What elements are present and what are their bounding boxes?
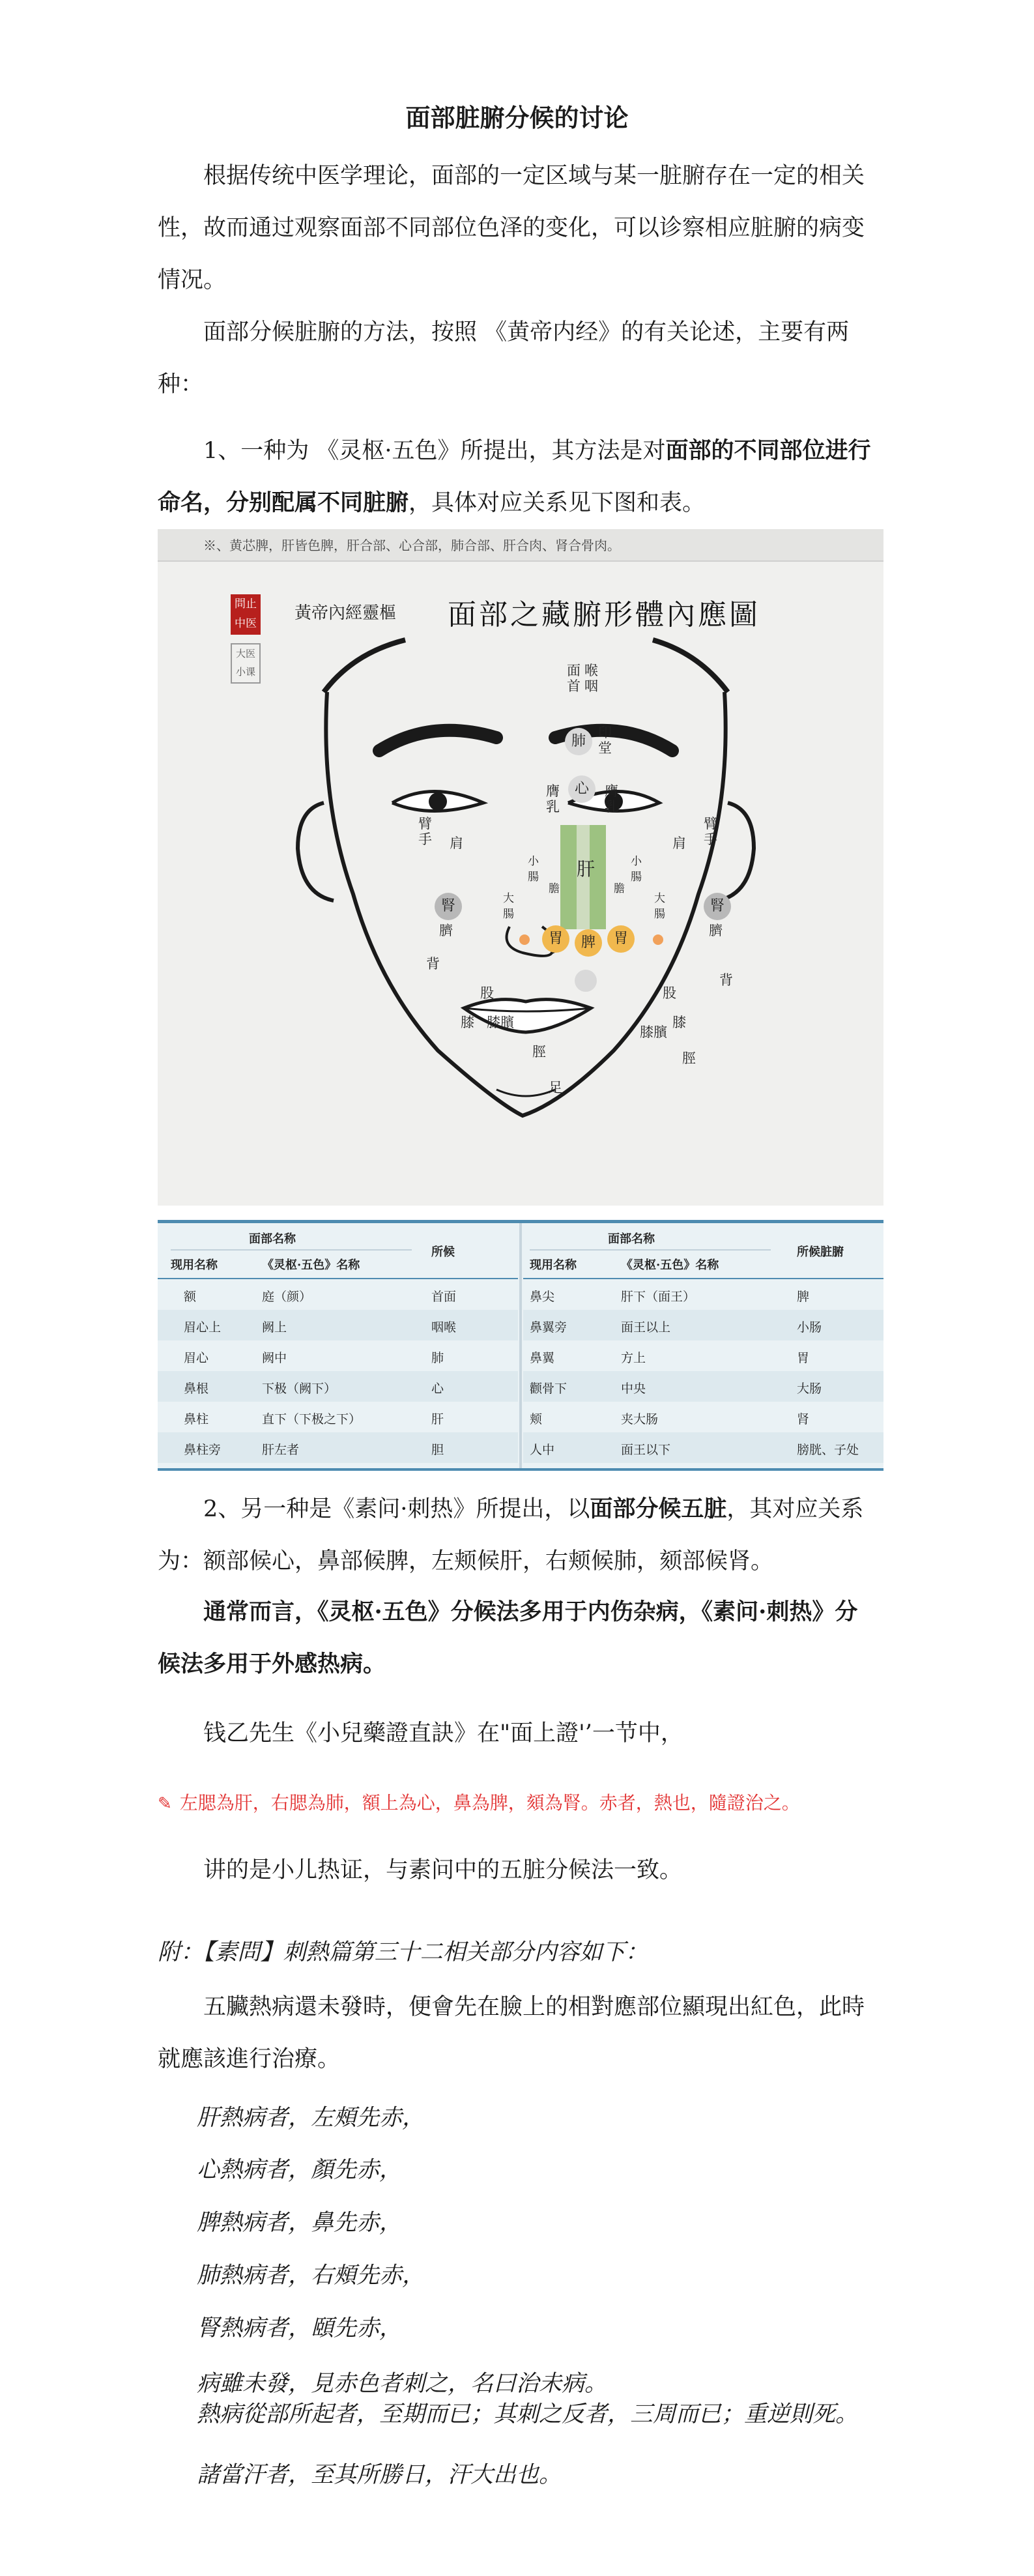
label-dachang-right: 大腸 (654, 892, 665, 921)
table-cell: 肝下（面王） (621, 1290, 696, 1304)
table-cell: 膀胱、子处 (797, 1443, 859, 1457)
comment-paragraph: 讲的是小儿热证，与素问中的五脏分候法一致。 (203, 1857, 683, 1883)
label-jing-right: 脛 (682, 1050, 696, 1066)
table-cell: 阙中 (262, 1351, 287, 1365)
table-cell: 肾 (797, 1412, 810, 1426)
label-zu: 足 (549, 1080, 562, 1095)
table-left-col1-header: 现用名称 (171, 1258, 218, 1272)
table-cell: 人中 (530, 1443, 555, 1457)
label-dan-left: 膽 (549, 882, 560, 895)
method2-lead: 2、另一种是《素问·刺热》所提出，以 (203, 1496, 590, 1522)
table-cell: 鼻根 (184, 1382, 209, 1396)
organ-shen-right: 腎 (704, 893, 731, 920)
label-ying-left: 膺乳 (546, 783, 560, 815)
table-cell: 肺 (431, 1351, 444, 1365)
appendix-heading: 附：【素問】刺熱篇第三十二相关部分内容如下： (158, 1939, 648, 1965)
face-outline-drawing (158, 529, 883, 1206)
method2-paragraph (158, 1483, 876, 1587)
seal-logo: 問止中医 (231, 594, 261, 635)
label-xiaochang-left: 小腸 (528, 855, 539, 884)
intro-paragraph-1: 根据传统中医学理论，面部的一定区域与某一脏腑存在一定的相关性，故而通过观察面部不同部位色泽的变化，可以诊察相应脏腑的病变情况。 (158, 163, 865, 293)
table-cell: 颧骨下 (530, 1382, 567, 1396)
face-organ-table (158, 1220, 883, 1471)
table-cell: 脾 (797, 1290, 810, 1304)
table-cell: 胃 (797, 1351, 810, 1365)
appendix-line-6: 病雖未發，見赤色者刺之，名曰治未病。 (197, 2371, 608, 2397)
label-dan-right: 膽 (614, 882, 625, 895)
marker-dot-left (519, 934, 530, 945)
table-cell: 眉心上 (184, 1320, 222, 1335)
appendix-intro: 五臟熱病還未發時，便會先在臉上的相對應部位顯現出紅色，此時就應該進行治療。 (158, 1994, 865, 2072)
table-cell: 面王以上 (621, 1320, 671, 1335)
diagram-title: 面部之藏腑形體內應圖 (448, 598, 760, 631)
label-bei-left: 背 (426, 956, 440, 972)
method1-tail: ，具体对应关系见下图和表。 (409, 490, 706, 516)
organ-xin: 心 (568, 775, 596, 803)
table-cell: 面王以下 (621, 1443, 671, 1457)
label-bi-right: 臂手 (704, 816, 717, 847)
quote-line (158, 1789, 800, 1815)
organ-fei: 肺 (565, 728, 592, 755)
appendix-line-5: 腎熱病者，頤先赤， (197, 2315, 403, 2341)
quote-text: 左腮為肝，右腮為肺，額上為心，鼻為脾，頦為腎。赤者，熱也，隨證治之。 (179, 1792, 800, 1814)
table-cell: 鼻翼旁 (530, 1320, 567, 1335)
label-qi-left: 臍 (439, 923, 453, 938)
label-houyan: 喉咽 (584, 663, 598, 694)
label-xiaochang-right: 小腸 (631, 855, 642, 884)
label-jian-right: 肩 (672, 835, 686, 851)
table-cell: 首面 (431, 1290, 457, 1304)
table-cell: 心 (431, 1382, 444, 1396)
table-cell: 眉心 (184, 1351, 209, 1365)
table-right-col2-header: 《灵枢·五色》名称 (621, 1258, 719, 1272)
table-cell: 咽喉 (431, 1320, 457, 1335)
label-dachang-left: 大腸 (503, 892, 514, 921)
appendix-line-2: 心熱病者，顏先赤， (197, 2157, 403, 2183)
method1-paragraph (158, 425, 876, 529)
table-cell: 小肠 (797, 1320, 822, 1335)
table-cell: 大肠 (797, 1382, 822, 1396)
table-cell: 鼻尖 (530, 1290, 555, 1304)
label-bi-left: 臂手 (418, 816, 432, 847)
qianyi-paragraph: 钱乙先生《小兒藥證直訣》在"面上證'’一节中， (203, 1720, 683, 1746)
label-gu-left: 股 (480, 985, 494, 1001)
table-left-col2-header: 《灵枢·五色》名称 (262, 1258, 360, 1272)
table-cell: 胆 (431, 1443, 444, 1457)
label-xi-left: 膝 (461, 1015, 474, 1030)
label-gu-right: 股 (663, 985, 676, 1001)
table-left-half (158, 1223, 518, 1468)
organ-wei-left: 胃 (542, 925, 569, 953)
label-xibin-left: 膝臏 (487, 1015, 514, 1030)
method1-lead: 1、一种为 《灵枢·五色》所提出，其方法是对 (203, 438, 666, 464)
pencil-icon: ✎ (158, 1794, 172, 1814)
table-cell: 颊 (530, 1412, 543, 1426)
method2-tail: ，其对应关系为：额部候心，鼻部候脾，左颊候肝，右颊候肺，颏部候肾。 (158, 1496, 864, 1574)
label-xibin-right: 膝臏 (640, 1024, 667, 1040)
label-jian-left: 肩 (450, 835, 463, 851)
appendix-line-8: 諸當汗者，至其所勝日，汗大出也。 (197, 2462, 562, 2488)
appendix-line-4: 肺熱病者，右頰先赤， (197, 2263, 425, 2289)
label-xi-right: 膝 (672, 1015, 686, 1030)
table-cell: 鼻柱 (184, 1412, 209, 1426)
table-cell: 庭（颜） (262, 1290, 312, 1304)
organ-pi: 脾 (575, 929, 602, 957)
table-cell: 阙上 (262, 1320, 287, 1335)
organ-shen-left: 腎 (435, 893, 462, 920)
table-cell: 肝左者 (262, 1443, 300, 1457)
table-cell: 下极（阙下） (262, 1382, 337, 1396)
diagram-top-strip: ※、黄芯脾，肝皆色脾，肝合部、心合部，肺合部、肝合肉、肾合骨肉。 (158, 529, 883, 562)
organ-gan: 肝 (577, 858, 596, 880)
label-ying-right: 膺乳 (605, 783, 618, 815)
table-cell: 夹大肠 (621, 1412, 659, 1426)
table-cell: 额 (184, 1290, 197, 1304)
diagram-subtitle: 黃帝內經靈樞 (294, 603, 397, 623)
table-cell: 鼻翼 (530, 1351, 555, 1365)
appendix-line-7: 熱病從部所起者，至期而已；其刺之反者，三周而已；重逆則死。 (197, 2401, 859, 2427)
usage-paragraph: 通常而言，《灵枢·五色》分候法多用于内伤杂病，《素问·刺热》分候法多用于外感热病。 (158, 1599, 858, 1677)
table-left-col3-header: 所候 (431, 1245, 455, 1259)
table-cell: 鼻柱旁 (184, 1443, 222, 1457)
page-title: 面部脏腑分候的讨论 (405, 103, 629, 132)
seal-logo-secondary: 大医小课 (231, 643, 261, 684)
philtrum-marker (575, 970, 597, 992)
table-right-half (523, 1223, 883, 1468)
face-organ-diagram (158, 529, 883, 1206)
table-cell: 中央 (621, 1382, 646, 1396)
table-cell: 方上 (621, 1351, 646, 1365)
appendix-line-1: 肝熱病者，左頰先赤， (197, 2105, 425, 2131)
marker-dot-right (653, 934, 663, 945)
label-jing-left: 脛 (532, 1044, 546, 1060)
table-left-group-header: 面部名称 (249, 1232, 296, 1246)
method1-bold: 面部的不同部位进行命名，分别配属不同脏腑 (158, 437, 871, 516)
label-mianshou: 面首 (567, 663, 581, 694)
method2-bold: 面部分候五脏 (590, 1496, 727, 1522)
appendix-line-3: 脾熱病者，鼻先赤， (197, 2210, 403, 2236)
table-cell: 肝 (431, 1412, 444, 1426)
table-right-group-header: 面部名称 (608, 1232, 655, 1246)
label-yintang: 印堂 (598, 725, 612, 756)
table-right-col1-header: 现用名称 (530, 1258, 577, 1272)
organ-wei-right: 胃 (607, 925, 635, 953)
table-right-col3-header: 所候脏腑 (797, 1245, 844, 1259)
label-qi-right: 臍 (709, 923, 723, 938)
intro-paragraph-2: 面部分候脏腑的方法，按照 《黄帝内经》的有关论述，主要有两种： (158, 319, 850, 398)
table-cell: 直下（下极之下） (262, 1412, 362, 1426)
label-bei-right: 背 (719, 972, 733, 988)
